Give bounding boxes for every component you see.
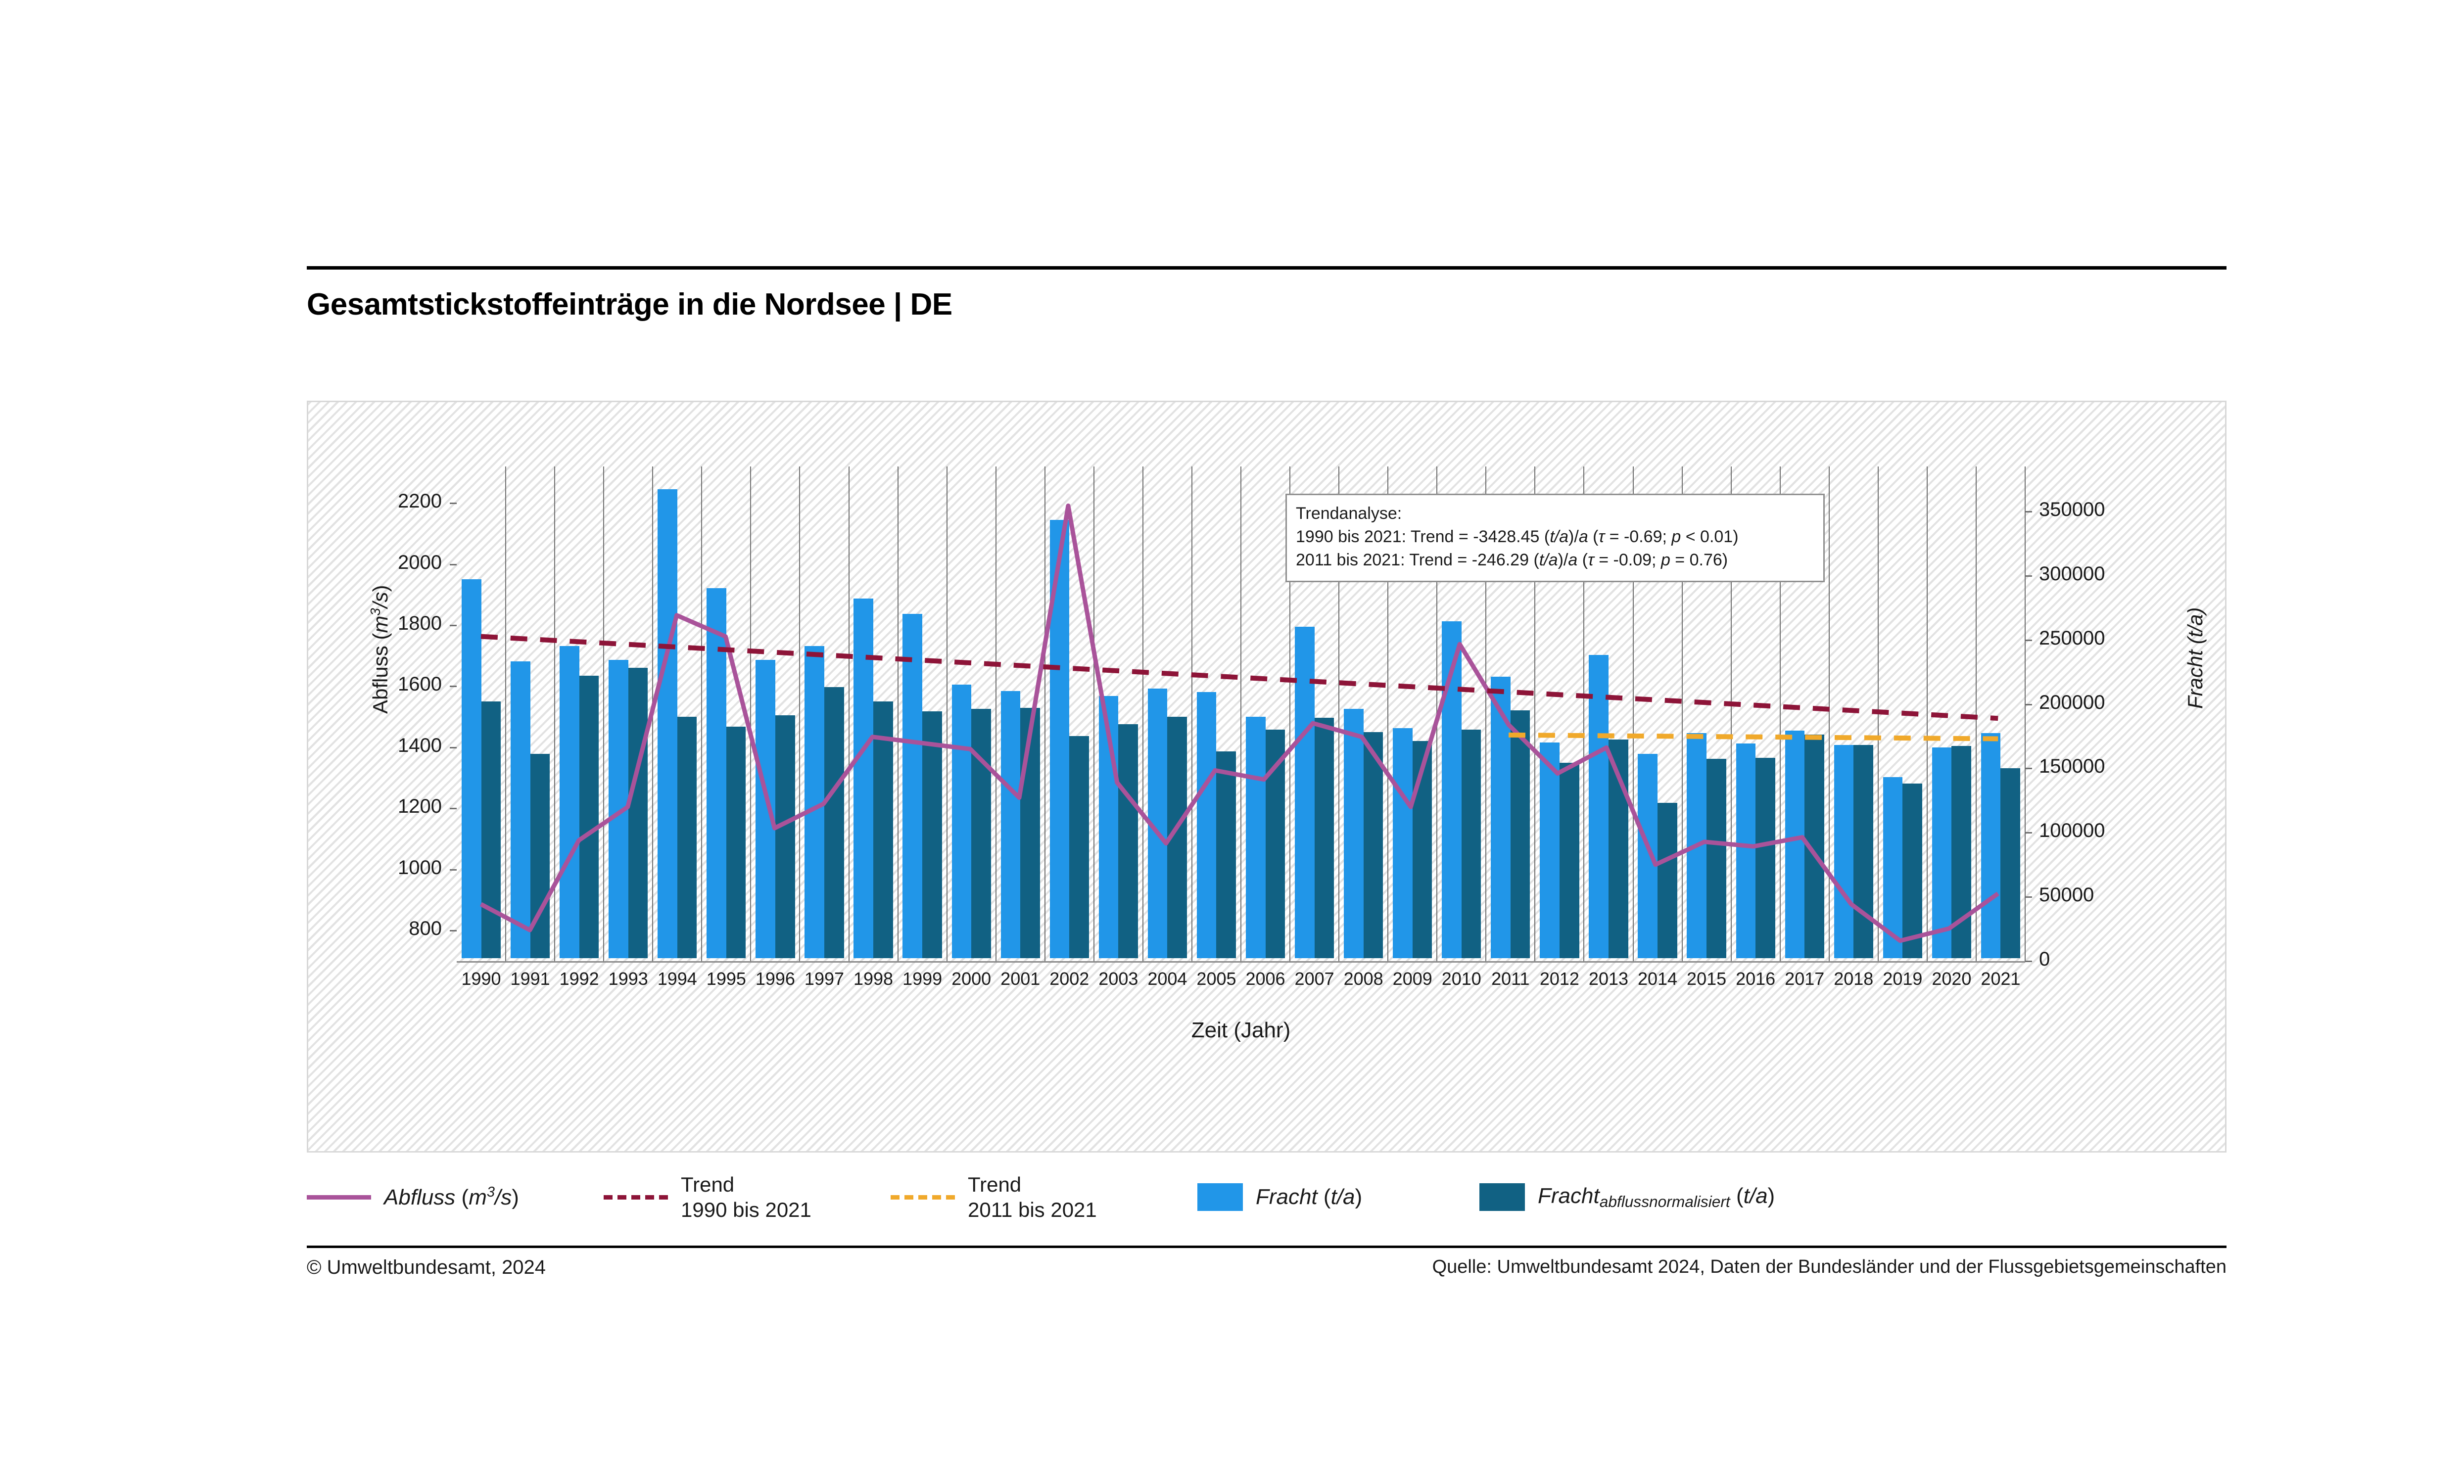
y-axis-left-title: Abfluss $(m^3/s)$ (368, 585, 392, 714)
x-axis-tick-label: 1993 (608, 969, 648, 989)
legend-label-trend-1990: Trend 1990 bis 2021 (681, 1172, 811, 1221)
x-axis-tick-label: 2010 (1441, 969, 1481, 989)
legend-label-fracht: Fracht (t/a) (1256, 1185, 1363, 1209)
x-axis-tick-label: 2014 (1637, 969, 1678, 989)
x-axis-tick-label: 2021 (1981, 969, 2021, 989)
x-axis-tick-label: 2020 (1932, 969, 1972, 989)
y-axis-left-label: 1200 (398, 795, 442, 818)
y-axis-right-label: 300000 (2039, 562, 2105, 585)
y-axis-left-label: 1600 (398, 673, 442, 696)
y-axis-left-label: 2000 (398, 551, 442, 573)
y-axis-left-label: 1800 (398, 612, 442, 634)
x-axis-tick-label: 2002 (1049, 969, 1090, 989)
y-axis-right-label: 350000 (2039, 498, 2105, 520)
x-axis-tick-label: 2018 (1834, 969, 1874, 989)
x-axis-line (457, 961, 2025, 963)
x-axis-tick-label: 1999 (902, 969, 943, 989)
y-axis-right-label: 0 (2039, 948, 2050, 970)
x-axis-tick-label: 1997 (804, 969, 845, 989)
x-axis-tick-label: 2001 (1000, 969, 1041, 989)
x-axis-tick-label: 2015 (1687, 969, 1727, 989)
y-axis-left-label: 2200 (398, 490, 442, 512)
legend-line-icon (307, 1195, 371, 1200)
x-axis-tick-label: 2003 (1098, 969, 1138, 989)
legend-dashed-orange-icon (891, 1195, 955, 1200)
x-axis-tick-label: 1998 (853, 969, 894, 989)
legend-label-fracht-normalisiert: Fracht$_{abflussnormalisiert}$ (t/a) (1538, 1184, 1775, 1211)
x-axis-title: Zeit (Jahr) (1191, 1018, 1291, 1042)
x-axis-tick-label: 2007 (1294, 969, 1334, 989)
footer-divider (307, 1246, 2227, 1248)
legend-label-trend-2011: Trend 2011 bis 2021 (968, 1172, 1097, 1221)
page-title: Gesamtstickstoffeinträge in die Nordsee | DE (307, 287, 952, 322)
x-axis-tick-label: 2016 (1736, 969, 1776, 989)
trend-annotation-box (1285, 494, 1825, 582)
x-axis-tick-label: 1994 (657, 969, 697, 989)
y-axis-right-label: 150000 (2039, 755, 2105, 778)
legend-item-fracht (1197, 1167, 1362, 1227)
x-axis-tick-label: 2012 (1539, 969, 1579, 989)
source-text: Quelle: Umweltbundesamt 2024, Daten der Bundesländer und der Flussgebietsgemeinschaften (1432, 1256, 2227, 1277)
legend-label-abfluss: Abfluss $(m^3/s)$ (384, 1184, 519, 1209)
x-axis-tick-label: 1991 (510, 969, 550, 989)
y-axis-right-label: 100000 (2039, 820, 2105, 842)
annotation-line-3: 2011 bis 2021: Trend = -246.29 (t/a)/a (τ = -0.09; p = 0.76) (1296, 550, 1728, 569)
copyright-text: © Umweltbundesamt, 2024 (307, 1256, 546, 1278)
legend-dashed-red-icon (604, 1195, 668, 1200)
x-axis-tick-label: 1996 (755, 969, 795, 989)
header-divider (307, 266, 2227, 270)
legend-item-abfluss (307, 1167, 519, 1227)
x-axis-tick-label: 2008 (1343, 969, 1383, 989)
legend-item-trend-2011 (891, 1167, 1097, 1227)
plot-inner (308, 402, 2225, 1151)
y-axis-left-label: 1000 (398, 856, 442, 879)
legend-item-trend-1990 (604, 1167, 811, 1227)
y-axis-right-title: Fracht (t/a) (2183, 607, 2207, 709)
x-axis-tick-label: 2005 (1196, 969, 1236, 989)
x-axis-tick-label: 1995 (706, 969, 746, 989)
x-axis-tick-label: 2004 (1147, 969, 1187, 989)
x-axis-tick-label: 2006 (1245, 969, 1285, 989)
x-axis-tick-label: 2011 (1491, 969, 1530, 989)
y-axis-right-label: 200000 (2039, 691, 2105, 713)
series-line (1509, 735, 1998, 739)
y-axis-right-label: 50000 (2039, 884, 2094, 906)
annotation-line-2: 1990 bis 2021: Trend = -3428.45 (t/a)/a (τ = -0.69; p < 0.01) (1296, 527, 1739, 546)
x-axis-tick-label: 2017 (1785, 969, 1825, 989)
legend-item-fracht-normalisiert (1479, 1167, 1775, 1227)
legend-swatch-fracht-normalisiert (1479, 1183, 1525, 1211)
x-axis-tick-label: 2019 (1883, 969, 1923, 989)
x-axis-tick-label: 2009 (1392, 969, 1432, 989)
x-axis-tick-label: 1992 (559, 969, 599, 989)
x-axis-tick-label: 2000 (951, 969, 992, 989)
legend-swatch-fracht (1197, 1183, 1243, 1211)
chart-legend (307, 1167, 2227, 1232)
y-axis-left-label: 800 (409, 918, 442, 940)
plot-area (307, 401, 2227, 1153)
series-line (481, 637, 1998, 719)
y-axis-left-label: 1400 (398, 734, 442, 756)
x-axis-tick-label: 1990 (461, 969, 501, 989)
annotation-line-1: Trendanalyse: (1296, 504, 1402, 523)
x-axis-tick-label: 2013 (1588, 969, 1629, 989)
y-axis-right-label: 250000 (2039, 627, 2105, 649)
